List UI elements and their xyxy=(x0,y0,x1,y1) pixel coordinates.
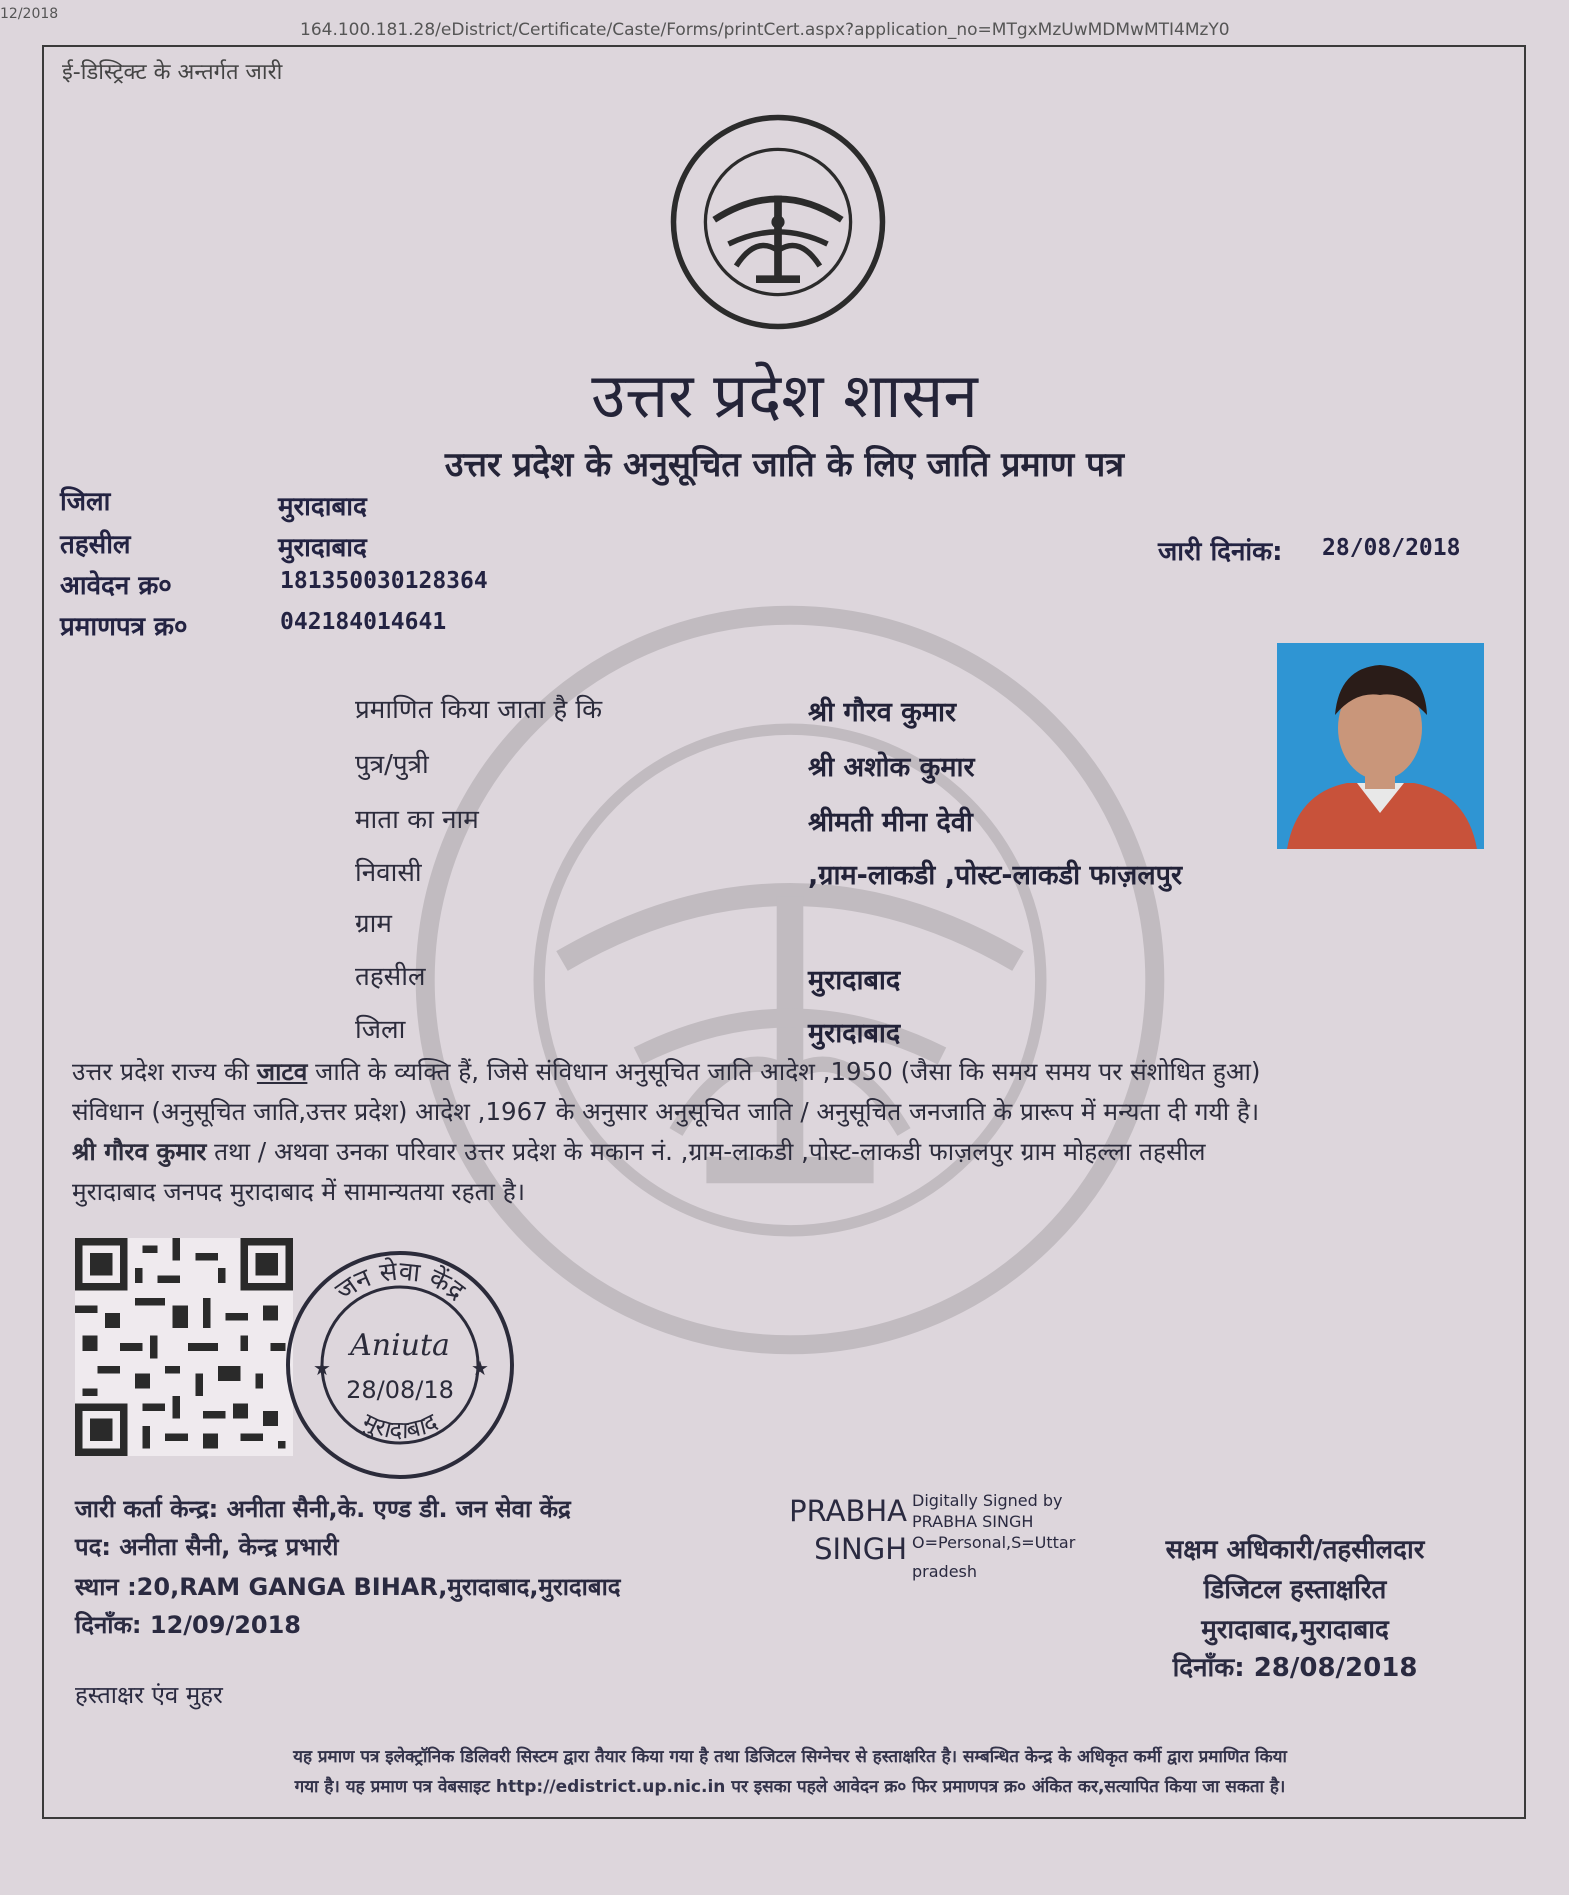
certificate-subtitle: उत्तर प्रदेश के अनुसूचित जाति के लिए जाति प्रमाण पत्र xyxy=(444,445,1125,485)
signature-detail-line2: PRABHA SINGH xyxy=(912,1512,1034,1531)
issuer-date: दिनाँक: 12/09/2018 xyxy=(75,1611,302,1639)
application-number-label: आवेदन क्र० xyxy=(60,571,172,601)
statement-line3: तथा / अथवा उनका परिवार उत्तर प्रदेश के मकान नं. ,ग्राम-लाकडी ,पोस्ट-लाकडी फाज़लपुर ग्राम मोहल्ला तहसील xyxy=(206,1137,1206,1166)
field-tehsil-value: मुरादाबाद xyxy=(808,965,901,996)
certificate-number-value: 042184014641 xyxy=(280,609,447,635)
field-district-value: मुरादाबाद xyxy=(808,1018,901,1049)
issuing-center: जारी कर्ता केन्द्र: अनीता सैनी,के. एण्ड डी. जन सेवा केंद्र xyxy=(75,1495,571,1523)
statement-line4: मुरादाबाद जनपद मुरादाबाद में सामान्यतया रहता है। xyxy=(72,1177,526,1206)
field-district-label: जिला xyxy=(355,1015,406,1045)
signature-name-line1: PRABHA xyxy=(789,1494,907,1528)
issuer-place: स्थान :20,RAM GANGA BIHAR,मुरादाबाद,मुरादाबाद xyxy=(75,1573,621,1601)
statement-line1-prefix: उत्तर प्रदेश राज्य की xyxy=(72,1057,257,1086)
authority-title: सक्षम अधिकारी/तहसीलदार xyxy=(1165,1535,1425,1565)
authority-date: दिनाँक: 28/08/2018 xyxy=(1172,1653,1418,1683)
tehsil-label: तहसील xyxy=(60,530,131,560)
digital-signature-name xyxy=(772,1492,907,1568)
tehsil-value: मुरादाबाद xyxy=(278,533,367,563)
issue-date-label: जारी दिनांक: xyxy=(1158,537,1283,567)
footer-line1: यह प्रमाण पत्र इलेक्ट्रॉनिक डिलिवरी सिस्टम द्वारा तैयार किया गया है तथा डिजिटल सिग्नेचर से हस्ताक्षरित है। सम्बन्धित केन्द्र के अधिकृत कर्मी द्वारा प्रमाणित किया xyxy=(293,1747,1287,1767)
jan-seva-kendra-seal xyxy=(275,1240,525,1490)
seal-star-right-icon: ★ xyxy=(471,1356,489,1380)
village-label: ग्राम xyxy=(355,909,392,939)
certified-label: प्रमाणित किया जाता है कि xyxy=(355,695,603,725)
issuer-post: पद: अनीता सैनी, केन्द्र प्रभारी xyxy=(75,1533,339,1561)
signature-detail-line1: Digitally Signed by xyxy=(912,1491,1063,1510)
resident-label: निवासी xyxy=(355,858,422,888)
signature-name-line2: SINGH xyxy=(814,1532,907,1566)
qr-code xyxy=(75,1238,293,1456)
up-government-emblem-icon xyxy=(668,112,888,332)
statement-line1-suffix: जाति के व्यक्ति हैं, जिसे संविधान अनुसूचित जाति आदेश ,1950 (जैसा कि समय समय पर संशोधित हुआ) xyxy=(307,1057,1261,1086)
print-url: 164.100.181.28/eDistrict/Certificate/Caste/Forms/printCert.aspx?application_no=MTgxMzUwMDMwMTI4MzY0 xyxy=(300,20,1230,40)
applicant-photo xyxy=(1277,643,1484,849)
father-name-value: श्री अशोक कुमार xyxy=(808,752,975,783)
sign-and-seal-label: हस्ताक्षर एंव मुहर xyxy=(75,1681,223,1709)
statement-person-name: श्री गौरव कुमार xyxy=(72,1137,207,1166)
application-number-value: 181350030128364 xyxy=(280,568,488,594)
son-daughter-label: पुत्र/पुत्री xyxy=(355,750,429,780)
seal-star-left-icon: ★ xyxy=(313,1356,331,1380)
signature-detail-line3: O=Personal,S=Uttar xyxy=(912,1533,1076,1552)
district-label: जिला xyxy=(60,487,111,517)
field-tehsil-label: तहसील xyxy=(355,962,426,992)
seal-signature: Aniuta xyxy=(350,1328,450,1363)
certificate-title: उत्तर प्रदेश शासन xyxy=(591,359,978,432)
mother-name-value: श्रीमती मीना देवी xyxy=(808,807,973,838)
seal-top-text: जन सेवा केंद्र xyxy=(330,1256,471,1307)
certified-person-value: श्री गौरव कुमार xyxy=(808,697,957,728)
seal-date: 28/08/18 xyxy=(346,1376,454,1404)
resident-value: ,ग्राम-लाकडी ,पोस्ट-लाकडी फाज़लपुर xyxy=(808,860,1183,891)
print-date-fragment: 12/2018 xyxy=(0,6,59,22)
authority-digitally-signed: डिजिटल हस्ताक्षरित xyxy=(1203,1575,1387,1605)
signature-detail-line4: pradesh xyxy=(912,1562,978,1581)
district-value: मुरादाबाद xyxy=(278,492,367,522)
mother-name-label: माता का नाम xyxy=(355,805,479,835)
issued-under-edistrict: ई-डिस्ट्रिक्ट के अन्तर्गत जारी xyxy=(62,60,283,85)
authority-place: मुरादाबाद,मुरादाबाद xyxy=(1201,1615,1389,1645)
issue-date-value: 28/08/2018 xyxy=(1322,535,1461,561)
digital-signature-details xyxy=(912,1490,1075,1582)
caste-name: जाटव xyxy=(256,1057,308,1086)
seal-bottom-text: मुरादाबाद xyxy=(358,1407,442,1445)
certificate-statement xyxy=(72,1052,1492,1212)
certificate-footer-note xyxy=(90,1742,1490,1802)
statement-line2: संविधान (अनुसूचित जाति,उत्तर प्रदेश) आदेश ,1967 के अनुसार अनुसूचित जाति / अनुसूचित जनजाति के प्रारूप में मन्यता दी गयी है। xyxy=(72,1097,1260,1126)
certificate-number-label: प्रमाणपत्र क्र० xyxy=(60,612,188,642)
footer-line2: गया है। यह प्रमाण पत्र वेबसाइट http://edistrict.up.nic.in पर इसका पहले आवेदन क्र० फिर प्रमाणपत्र क्र० अंकित कर,सत्यापित किया जा सकता है। xyxy=(294,1777,1286,1797)
